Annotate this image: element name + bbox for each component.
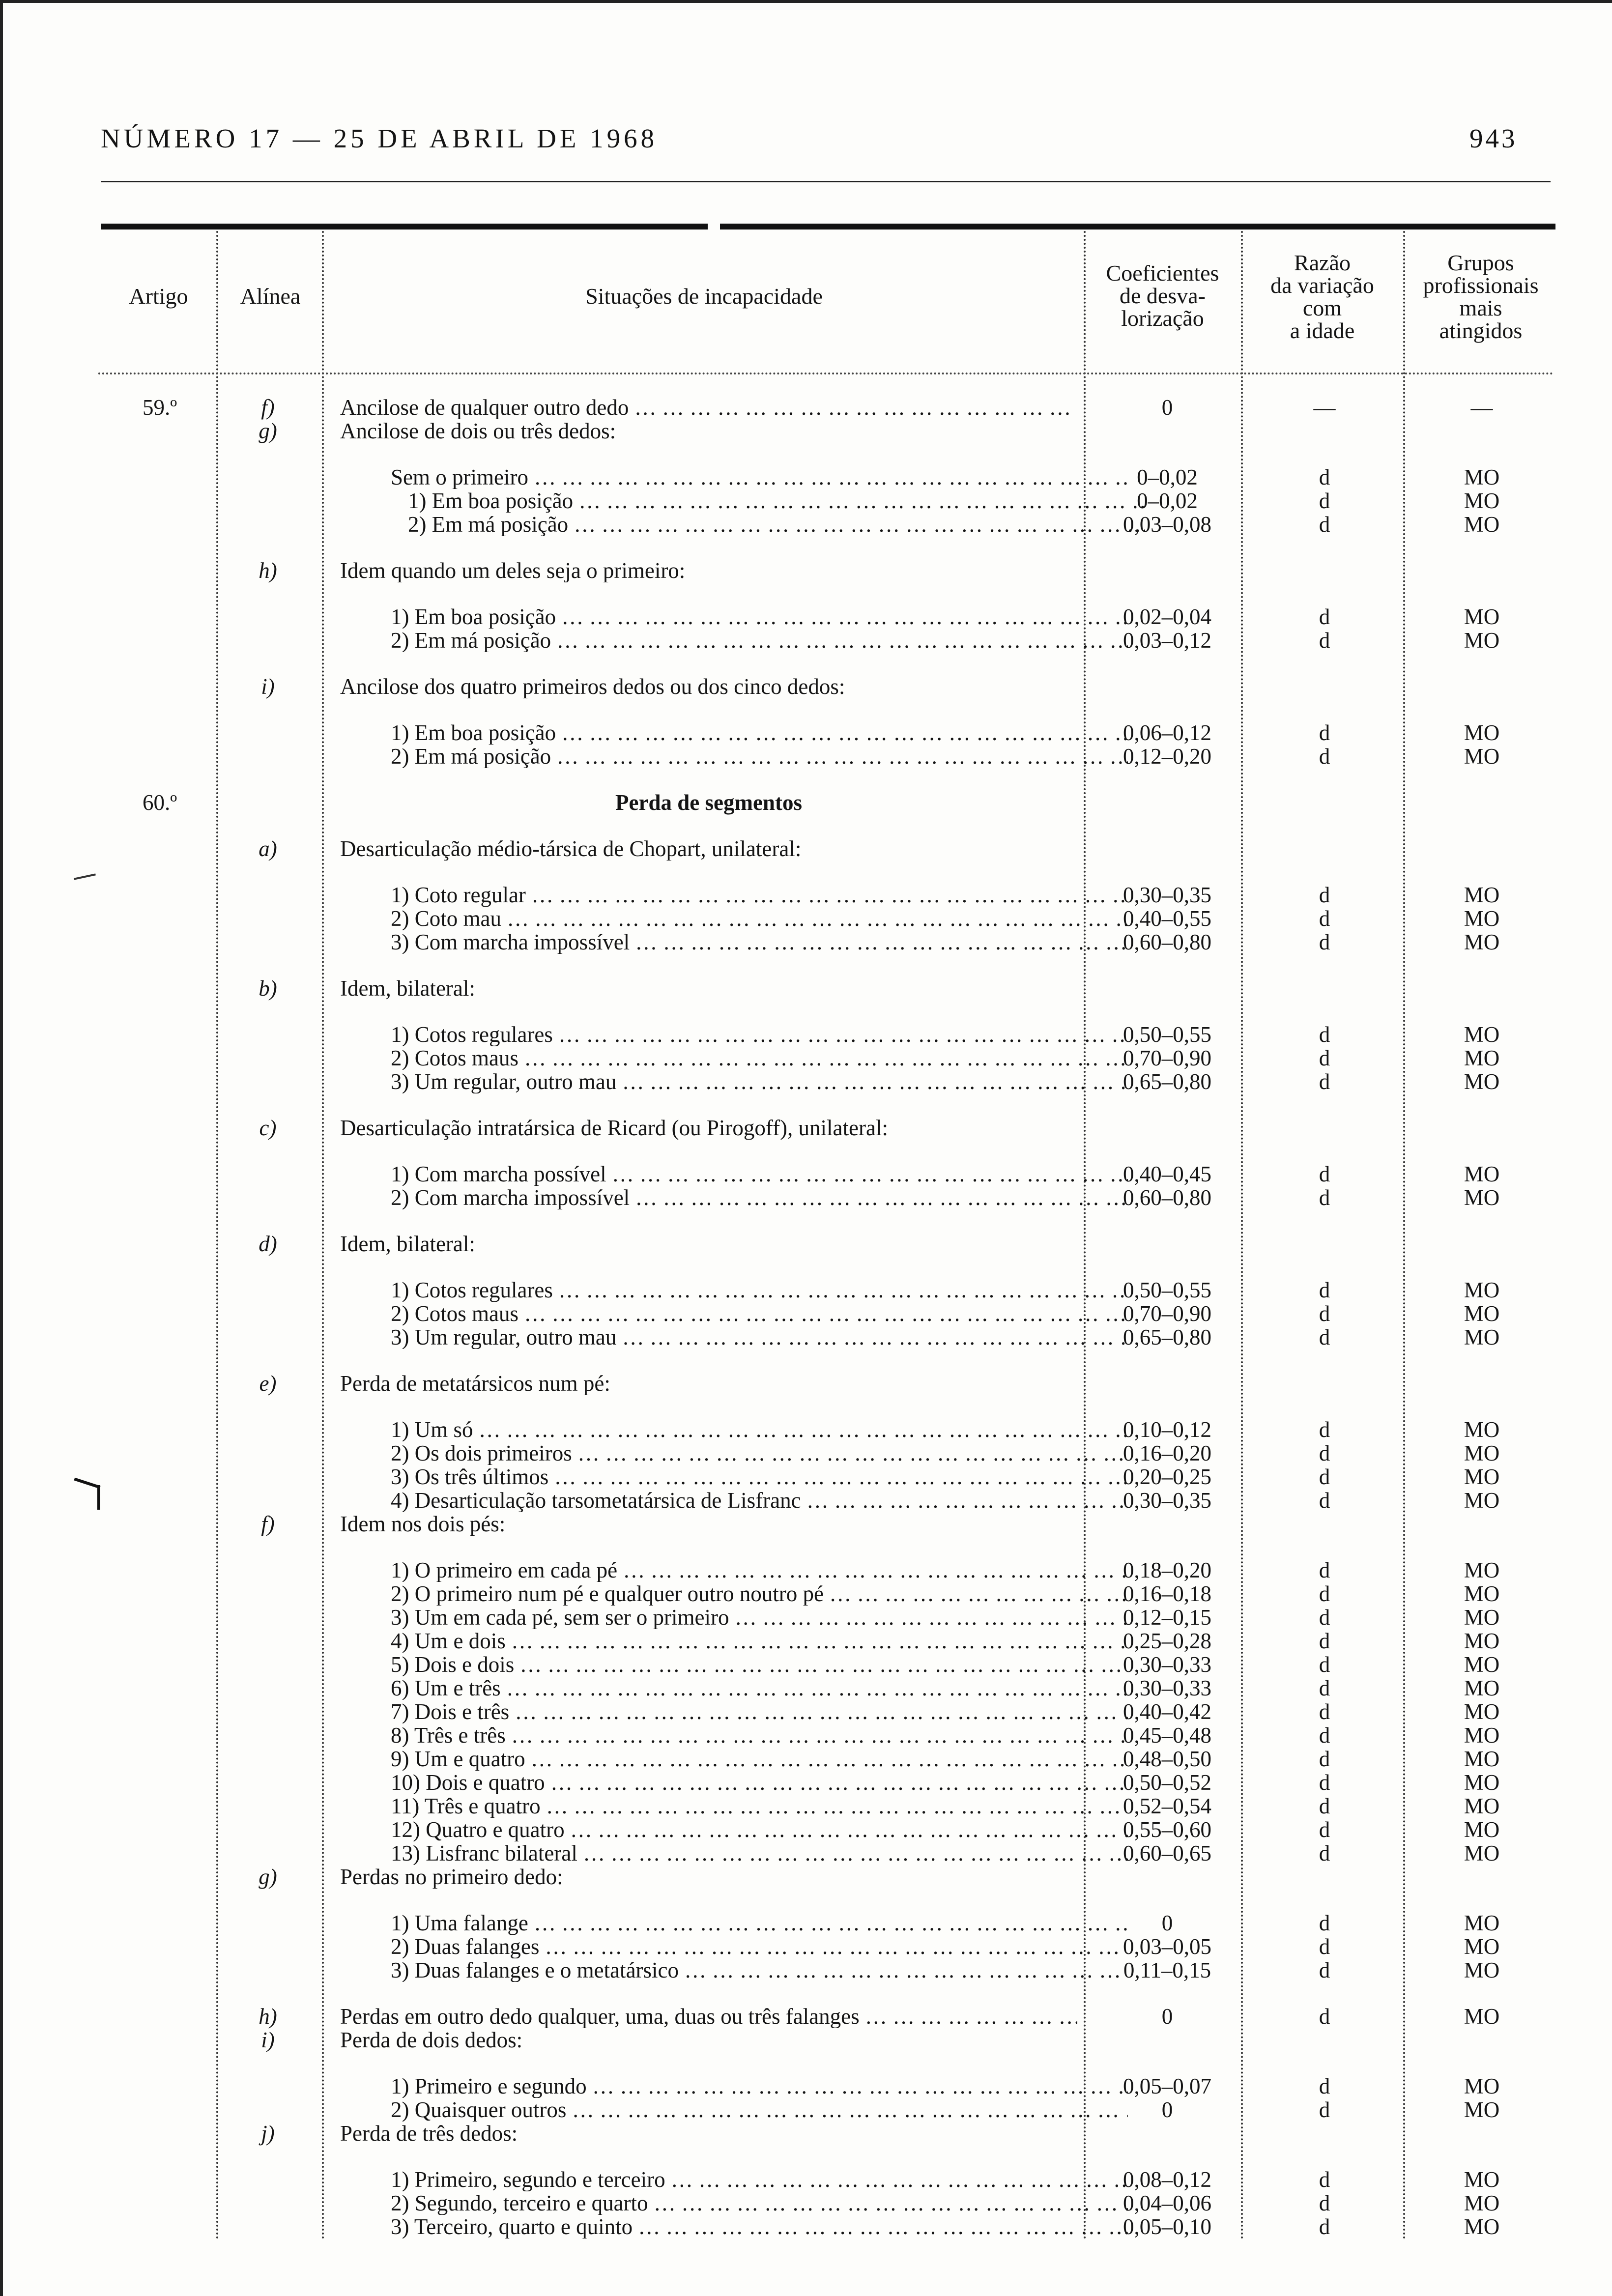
col-header-line: Coeficientes	[1106, 260, 1219, 286]
grupo-cell: MO	[1464, 1629, 1500, 1653]
table-row	[0, 745, 1612, 768]
alinea-cell: c)	[259, 1116, 277, 1140]
table-row	[0, 883, 1612, 907]
col-header-razao	[1242, 252, 1402, 342]
table-row	[0, 721, 1612, 745]
grupo-cell: MO	[1464, 1301, 1500, 1326]
situacao-cell: 2) Duas falanges … … … … … … … … … … … … … … … … … … … … … … … … … … … … … … …	[391, 1935, 1128, 1958]
grupo-cell: MO	[1464, 1325, 1500, 1349]
table-row	[0, 629, 1612, 652]
situacao-cell: 2) Coto mau … … … … … … … … … … … … … … … … … … … … … … … … … … … … … … …	[391, 907, 1128, 930]
table-row	[0, 1818, 1612, 1841]
table-row	[0, 2168, 1612, 2191]
situacao-cell: 3) Os três últimos … … … … … … … … … … … … … … … … … … … … … … … … … … … … … … …	[391, 1465, 1128, 1489]
situacao-cell: 3) Com marcha impossível … … … … … … … … … … … … … … … … … … … … … … … … … … … … … … …	[391, 930, 1128, 954]
table-top-rule-right	[720, 224, 1555, 230]
razao-cell: d	[1319, 2097, 1330, 2122]
grupo-cell: —	[1470, 395, 1493, 420]
coeficiente-cell: 0,08–0,12	[1123, 2167, 1211, 2192]
grupo-cell: MO	[1464, 2097, 1500, 2122]
coeficiente-cell: 0,03–0,05	[1123, 1934, 1211, 1959]
col-header-situacoes	[324, 285, 1084, 308]
coeficiente-cell: 0,30–0,35	[1123, 883, 1211, 907]
table-row	[0, 513, 1612, 536]
alinea-cell: h)	[259, 2004, 277, 2029]
situacao-cell: 9) Um e quatro … … … … … … … … … … … … … … … … … … … … … … … … … … … … … … …	[391, 1747, 1128, 1771]
coeficiente-cell: 0	[1161, 1911, 1173, 1935]
coeficiente-cell: 0,70–0,90	[1123, 1301, 1211, 1326]
table-row	[0, 2005, 1612, 2028]
coeficiente-cell: 0,30–0,35	[1123, 1488, 1211, 1513]
situacao-cell: Desarticulação intratársica de Ricard (ou Pirogoff), unilateral:	[340, 1116, 888, 1140]
header-dotted-rule	[98, 373, 1554, 374]
col-header-line: mais	[1459, 295, 1502, 320]
situacao-cell: 2) Em má posição … … … … … … … … … … … … … … … … … … … … … … … … … … … … … … …	[391, 745, 1128, 768]
coeficiente-cell: 0,60–0,80	[1123, 1185, 1211, 1210]
situacao-cell: 1) Cotos regulares … … … … … … … … … … … … … … … … … … … … … … … … … … … … … … …	[391, 1278, 1128, 1302]
header-rule	[101, 181, 1551, 182]
grupo-cell: MO	[1464, 1185, 1500, 1210]
situacao-cell: 2) Cotos maus … … … … … … … … … … … … … … … … … … … … … … … … … … … … … … …	[391, 1046, 1128, 1070]
col-header-line: Artigo	[129, 284, 188, 309]
razao-cell: d	[1319, 1794, 1330, 1818]
situacao-cell: 3) Terceiro, quarto e quinto … … … … … … … … … … … … … … … … … … … … … … … … … … … … … … …	[391, 2215, 1128, 2239]
table-row	[0, 1653, 1612, 1676]
table-row	[0, 605, 1612, 629]
situacao-cell: 1) Primeiro, segundo e terceiro … … … … … … … … … … … … … … … … … … … … … … … … … … … … … … …	[391, 2168, 1128, 2191]
artigo-cell: 59.º	[143, 395, 177, 420]
razao-cell: d	[1319, 744, 1330, 769]
table-row	[0, 1935, 1612, 1958]
razao-cell: d	[1319, 604, 1330, 629]
situacao-cell: 1) O primeiro em cada pé … … … … … … … … … … … … … … … … … … … … … … … … … … … … … … …	[391, 1558, 1128, 1582]
situacao-cell: Perda de dois dedos:	[340, 2028, 523, 2052]
coeficiente-cell: 0,50–0,55	[1123, 1022, 1211, 1047]
situacao-cell: 1) Primeiro e segundo … … … … … … … … … … … … … … … … … … … … … … … … … … … … … … …	[391, 2074, 1128, 2098]
coeficiente-cell: 0,70–0,90	[1123, 1046, 1211, 1070]
razao-cell: d	[1319, 1441, 1330, 1465]
situacao-cell: Idem quando um deles seja o primeiro:	[340, 559, 686, 582]
table-row	[0, 1278, 1612, 1302]
table-row	[0, 791, 1612, 814]
table-row	[0, 489, 1612, 513]
grupo-cell: MO	[1464, 1417, 1500, 1442]
situacao-cell: Ancilose de qualquer outro dedo … … … … … … … … … … … … … … … … … … … … … … … … … … … … … … …	[340, 396, 1077, 419]
grupo-cell: MO	[1464, 1022, 1500, 1047]
page-number: 943	[1469, 123, 1518, 153]
alinea-cell: i)	[261, 674, 275, 699]
table-row	[0, 1372, 1612, 1395]
table-row	[0, 976, 1612, 1000]
situacao-cell: 1) Um só … … … … … … … … … … … … … … … … … … … … … … … … … … … … … … …	[391, 1418, 1128, 1441]
grupo-cell: MO	[1464, 1278, 1500, 1302]
alinea-cell: d)	[259, 1232, 277, 1256]
razao-cell: d	[1319, 512, 1330, 537]
table-row	[0, 419, 1612, 443]
razao-cell: d	[1319, 1417, 1330, 1442]
grupo-cell: MO	[1464, 883, 1500, 907]
razao-cell: d	[1319, 906, 1330, 931]
grupo-cell: MO	[1464, 2167, 1500, 2192]
artigo-cell: 60.º	[143, 790, 177, 815]
table-row	[0, 1841, 1612, 1865]
situacao-cell: 1) Com marcha possível … … … … … … … … … … … … … … … … … … … … … … … … … … … … … … …	[391, 1162, 1128, 1186]
coeficiente-cell: 0,50–0,52	[1123, 1770, 1211, 1795]
table-row	[0, 1418, 1612, 1441]
grupo-cell: MO	[1464, 1046, 1500, 1070]
col-header-line: com	[1302, 295, 1342, 320]
situacao-cell: 12) Quatro e quatro … … … … … … … … … … … … … … … … … … … … … … … … … … … … … … …	[391, 1818, 1128, 1841]
table-row	[0, 2098, 1612, 2122]
table-row	[0, 2028, 1612, 2052]
razao-cell: d	[1319, 1022, 1330, 1047]
situacao-cell: Perdas em outro dedo qualquer, uma, duas ou três falanges … … … … … … … … … … … … … … … … … … … … … … … … … … … … … … …	[340, 2005, 1077, 2028]
table-row	[0, 1958, 1612, 1982]
situacao-cell: 7) Dois e três … … … … … … … … … … … … … … … … … … … … … … … … … … … … … … …	[391, 1700, 1128, 1723]
grupo-cell: MO	[1464, 1911, 1500, 1935]
coeficiente-cell: 0–0,02	[1137, 488, 1198, 513]
table-row	[0, 1302, 1612, 1325]
situacao-cell: 1) Uma falange … … … … … … … … … … … … … … … … … … … … … … … … … … … … … … …	[391, 1911, 1128, 1935]
razao-cell: d	[1319, 1934, 1330, 1959]
table-row	[0, 1747, 1612, 1771]
situacao-cell: 2) Quaisquer outros … … … … … … … … … … … … … … … … … … … … … … … … … … … … … … …	[391, 2098, 1128, 2122]
table-row	[0, 1629, 1612, 1653]
razao-cell: d	[1319, 1958, 1330, 1982]
table-row	[0, 1558, 1612, 1582]
alinea-cell: a)	[259, 836, 277, 861]
alinea-cell: f)	[261, 1512, 275, 1536]
situacao-cell: 4) Um e dois … … … … … … … … … … … … … … … … … … … … … … … … … … … … … … …	[391, 1629, 1128, 1653]
situacao-cell: 2) O primeiro num pé e qualquer outro noutro pé … … … … … … … … … … … … … … … … … … … … … … … … … … … … … … …	[391, 1582, 1128, 1606]
razao-cell: d	[1319, 1770, 1330, 1795]
coeficiente-cell: 0,06–0,12	[1123, 720, 1211, 745]
table-row	[0, 465, 1612, 489]
table-row	[0, 1023, 1612, 1046]
table-row	[0, 837, 1612, 861]
razao-cell: d	[1319, 1699, 1330, 1724]
razao-cell: d	[1319, 1911, 1330, 1935]
situacao-cell: 2) Segundo, terceiro e quarto … … … … … … … … … … … … … … … … … … … … … … … … … … … … … … …	[391, 2191, 1128, 2215]
coeficiente-cell: 0,65–0,80	[1123, 1069, 1211, 1094]
alinea-cell: g)	[259, 1865, 277, 1889]
col-header-line: Situações de incapacidade	[585, 284, 823, 309]
coeficiente-cell: 0,18–0,20	[1123, 1558, 1211, 1582]
col-header-line: da variação	[1270, 273, 1374, 298]
grupo-cell: MO	[1464, 628, 1500, 653]
table-row	[0, 1186, 1612, 1209]
grupo-cell: MO	[1464, 1558, 1500, 1582]
coeficiente-cell: 0,11–0,15	[1123, 1958, 1211, 1982]
table-row	[0, 1911, 1612, 1935]
table-row	[0, 2122, 1612, 2145]
grupo-cell: MO	[1464, 604, 1500, 629]
coeficiente-cell: 0,03–0,08	[1123, 512, 1211, 537]
table-row	[0, 1512, 1612, 1536]
grupo-cell: MO	[1464, 1581, 1500, 1606]
situacao-cell: 1) Em boa posição … … … … … … … … … … … … … … … … … … … … … … … … … … … … … … …	[391, 721, 1128, 745]
grupo-cell: MO	[1464, 1794, 1500, 1818]
col-header-line: profissionais	[1423, 273, 1539, 298]
running-header-title: NÚMERO 17 — 25 DE ABRIL DE 1968	[101, 123, 658, 153]
table-row	[0, 559, 1612, 582]
table-row	[0, 396, 1612, 419]
situacao-cell: 1) Coto regular … … … … … … … … … … … … … … … … … … … … … … … … … … … … … … …	[391, 883, 1128, 907]
coeficiente-cell: 0,60–0,80	[1123, 930, 1211, 954]
table-row	[0, 2215, 1612, 2239]
table-row	[0, 1465, 1612, 1489]
razao-cell: —	[1313, 395, 1336, 420]
grupo-cell: MO	[1464, 2214, 1500, 2239]
situacao-cell: 3) Duas falanges e o metatársico … … … … … … … … … … … … … … … … … … … … … … … … … … … … … … …	[391, 1958, 1128, 1982]
grupo-cell: MO	[1464, 1699, 1500, 1724]
situacao-cell: 3) Um em cada pé, sem ser o primeiro … … … … … … … … … … … … … … … … … … … … … … … … … … … … … … …	[391, 1606, 1128, 1629]
grupo-cell: MO	[1464, 1676, 1500, 1700]
table-row	[0, 1116, 1612, 1140]
coeficiente-cell: 0,12–0,20	[1123, 744, 1211, 769]
table-row	[0, 1070, 1612, 1093]
coeficiente-cell: 0,40–0,55	[1123, 906, 1211, 931]
table-row	[0, 1046, 1612, 1070]
razao-cell: d	[1319, 1558, 1330, 1582]
razao-cell: d	[1319, 1723, 1330, 1748]
alinea-cell: h)	[259, 558, 277, 583]
grupo-cell: MO	[1464, 1841, 1500, 1866]
table-row	[0, 675, 1612, 698]
alinea-cell: f)	[261, 395, 275, 420]
situacao-cell: 1) Em boa posição … … … … … … … … … … … … … … … … … … … … … … … … … … … … … … …	[408, 489, 1145, 513]
situacao-cell: 3) Um regular, outro mau … … … … … … … … … … … … … … … … … … … … … … … … … … … … … … …	[391, 1325, 1128, 1349]
coeficiente-cell: 0	[1161, 2097, 1173, 2122]
table-row	[0, 2074, 1612, 2098]
coeficiente-cell: 0,45–0,48	[1123, 1723, 1211, 1748]
razao-cell: d	[1319, 1581, 1330, 1606]
razao-cell: d	[1319, 1185, 1330, 1210]
grupo-cell: MO	[1464, 1605, 1500, 1630]
razao-cell: d	[1319, 1747, 1330, 1771]
grupo-cell: MO	[1464, 1069, 1500, 1094]
alinea-cell: e)	[259, 1371, 277, 1396]
coeficiente-cell: 0,52–0,54	[1123, 1794, 1211, 1818]
table-top-rule-left	[101, 224, 708, 230]
table-row	[0, 1865, 1612, 1889]
razao-cell: d	[1319, 1301, 1330, 1326]
alinea-cell: g)	[259, 419, 277, 443]
grupo-cell: MO	[1464, 744, 1500, 769]
situacao-cell: Idem, bilateral:	[340, 976, 475, 1000]
razao-cell: d	[1319, 930, 1330, 954]
razao-cell: d	[1319, 1605, 1330, 1630]
razao-cell: d	[1319, 1652, 1330, 1677]
col-header-line: lorização	[1121, 306, 1204, 331]
table-row	[0, 930, 1612, 954]
razao-cell: d	[1319, 1488, 1330, 1513]
situacao-cell: Idem, bilateral:	[340, 1232, 475, 1256]
situacao-cell: 11) Três e quatro … … … … … … … … … … … … … … … … … … … … … … … … … … … … … … …	[391, 1794, 1128, 1818]
razao-cell: d	[1319, 628, 1330, 653]
situacao-cell: Perdas no primeiro dedo:	[340, 1865, 563, 1889]
razao-cell: d	[1319, 2191, 1330, 2215]
table-row	[0, 1232, 1612, 1256]
situacao-cell: Perda de três dedos:	[340, 2122, 518, 2145]
grupo-cell: MO	[1464, 1488, 1500, 1513]
grupo-cell: MO	[1464, 1162, 1500, 1186]
grupo-cell: MO	[1464, 2191, 1500, 2215]
table-row	[0, 1771, 1612, 1794]
coeficiente-cell: 0,05–0,10	[1123, 2214, 1211, 2239]
margin-mark	[74, 873, 96, 880]
grupo-cell: MO	[1464, 1464, 1500, 1489]
grupo-cell: MO	[1464, 488, 1500, 513]
table-row	[0, 1676, 1612, 1700]
grupo-cell: MO	[1464, 1723, 1500, 1748]
situacao-cell: Idem nos dois pés:	[340, 1512, 506, 1536]
col-header-line: Alínea	[240, 284, 301, 309]
grupo-cell: MO	[1464, 1652, 1500, 1677]
alinea-cell: i)	[261, 2028, 275, 2052]
coeficiente-cell: 0–0,02	[1137, 465, 1198, 489]
situacao-cell: 1) Cotos regulares … … … … … … … … … … … … … … … … … … … … … … … … … … … … … … …	[391, 1023, 1128, 1046]
col-header-line: a idade	[1290, 318, 1355, 343]
situacao-cell: 3) Um regular, outro mau … … … … … … … … … … … … … … … … … … … … … … … … … … … … … … …	[391, 1070, 1128, 1093]
situacao-cell: 2) Com marcha impossível … … … … … … … … … … … … … … … … … … … … … … … … … … … … … … …	[391, 1186, 1128, 1209]
coeficiente-cell: 0,50–0,55	[1123, 1278, 1211, 1302]
razao-cell: d	[1319, 2074, 1330, 2098]
coeficiente-cell: 0,05–0,07	[1123, 2074, 1211, 2098]
situacao-cell: Perda de metatársicos num pé:	[340, 1372, 610, 1395]
coeficiente-cell: 0,03–0,12	[1123, 628, 1211, 653]
grupo-cell: MO	[1464, 512, 1500, 537]
razao-cell: d	[1319, 720, 1330, 745]
table-row	[0, 1794, 1612, 1818]
coeficiente-cell: 0,65–0,80	[1123, 1325, 1211, 1349]
razao-cell: d	[1319, 2004, 1330, 2029]
situacao-cell: 2) Em má posição … … … … … … … … … … … … … … … … … … … … … … … … … … … … … … …	[391, 629, 1128, 652]
coeficiente-cell: 0,16–0,20	[1123, 1441, 1211, 1465]
coeficiente-cell: 0,12–0,15	[1123, 1605, 1211, 1630]
grupo-cell: MO	[1464, 2074, 1500, 2098]
col-header-line: Razão	[1294, 250, 1351, 275]
table-row	[0, 1606, 1612, 1629]
table-row	[0, 2191, 1612, 2215]
coeficiente-cell: 0,40–0,45	[1123, 1162, 1211, 1186]
coeficiente-cell: 0,10–0,12	[1123, 1417, 1211, 1442]
col-header-alinea	[219, 285, 322, 308]
situacao-cell: Ancilose de dois ou três dedos:	[340, 419, 616, 443]
table-row	[0, 1582, 1612, 1606]
grupo-cell: MO	[1464, 1958, 1500, 1982]
situacao-cell: 13) Lisfranc bilateral … … … … … … … … … … … … … … … … … … … … … … … … … … … … … … …	[391, 1841, 1128, 1865]
razao-cell: d	[1319, 2167, 1330, 2192]
coeficiente-cell: 0,02–0,04	[1123, 604, 1211, 629]
coeficiente-cell: 0,30–0,33	[1123, 1652, 1211, 1677]
grupo-cell: MO	[1464, 1817, 1500, 1842]
coeficiente-cell: 0,04–0,06	[1123, 2191, 1211, 2215]
coeficiente-cell: 0,20–0,25	[1123, 1464, 1211, 1489]
col-header-line: de desva-	[1120, 283, 1206, 308]
situacao-cell: 6) Um e três … … … … … … … … … … … … … … … … … … … … … … … … … … … … … … …	[391, 1676, 1128, 1700]
razao-cell: d	[1319, 1817, 1330, 1842]
situacao-cell: 10) Dois e quatro … … … … … … … … … … … … … … … … … … … … … … … … … … … … … … …	[391, 1771, 1128, 1794]
coeficiente-cell: 0,30–0,33	[1123, 1676, 1211, 1700]
situacao-cell: 2) Os dois primeiros … … … … … … … … … … … … … … … … … … … … … … … … … … … … … … …	[391, 1441, 1128, 1465]
coeficiente-cell: 0	[1161, 395, 1173, 420]
grupo-cell: MO	[1464, 1770, 1500, 1795]
table-row	[0, 907, 1612, 930]
grupo-cell: MO	[1464, 720, 1500, 745]
coeficiente-cell: 0,25–0,28	[1123, 1629, 1211, 1653]
alinea-cell: b)	[259, 976, 277, 1001]
coeficiente-cell: 0,55–0,60	[1123, 1817, 1211, 1842]
col-header-coeficientes	[1085, 262, 1240, 330]
alinea-cell: j)	[261, 2121, 275, 2146]
grupo-cell: MO	[1464, 465, 1500, 489]
razao-cell: d	[1319, 1278, 1330, 1302]
razao-cell: d	[1319, 1676, 1330, 1700]
coeficiente-cell: 0,16–0,18	[1123, 1581, 1211, 1606]
col-header-artigo	[101, 285, 216, 308]
situacao-cell: 4) Desarticulação tarsometatársica de Lisfranc … … … … … … … … … … … … … … … … … … … … … … … … … … … … … … …	[391, 1489, 1128, 1512]
grupo-cell: MO	[1464, 1441, 1500, 1465]
coeficiente-cell: 0,60–0,65	[1123, 1841, 1211, 1866]
situacao-cell: 5) Dois e dois … … … … … … … … … … … … … … … … … … … … … … … … … … … … … … …	[391, 1653, 1128, 1676]
razao-cell: d	[1319, 883, 1330, 907]
table-row	[0, 1325, 1612, 1349]
grupo-cell: MO	[1464, 906, 1500, 931]
grupo-cell: MO	[1464, 1934, 1500, 1959]
situacao-cell: 2) Cotos maus … … … … … … … … … … … … … … … … … … … … … … … … … … … … … … …	[391, 1302, 1128, 1325]
situacao-cell: Ancilose dos quatro primeiros dedos ou dos cinco dedos:	[340, 675, 845, 698]
situacao-cell: 2) Em má posição … … … … … … … … … … … … … … … … … … … … … … … … … … … … … … …	[408, 513, 1145, 536]
razao-cell: d	[1319, 1325, 1330, 1349]
razao-cell: d	[1319, 1629, 1330, 1653]
razao-cell: d	[1319, 1162, 1330, 1186]
table-row	[0, 1489, 1612, 1512]
table-row	[0, 1162, 1612, 1186]
table-row	[0, 1700, 1612, 1723]
situacao-cell: Desarticulação médio-társica de Chopart, unilateral:	[340, 837, 802, 861]
table-row	[0, 1723, 1612, 1747]
razao-cell: d	[1319, 1046, 1330, 1070]
coeficiente-cell: 0	[1161, 2004, 1173, 2029]
situacao-cell: 1) Em boa posição … … … … … … … … … … … … … … … … … … … … … … … … … … … … … … …	[391, 605, 1128, 629]
coeficiente-cell: 0,48–0,50	[1123, 1747, 1211, 1771]
razao-cell: d	[1319, 1841, 1330, 1866]
razao-cell: d	[1319, 2214, 1330, 2239]
situacao-cell: Sem o primeiro … … … … … … … … … … … … … … … … … … … … … … … … … … … … … … …	[391, 465, 1128, 489]
col-header-line: atingidos	[1439, 318, 1523, 343]
col-header-line: Grupos	[1447, 250, 1514, 275]
razao-cell: d	[1319, 488, 1330, 513]
razao-cell: d	[1319, 1069, 1330, 1094]
table-row	[0, 1441, 1612, 1465]
situacao-cell: 8) Três e três … … … … … … … … … … … … … … … … … … … … … … … … … … … … … … …	[391, 1723, 1128, 1747]
razao-cell: d	[1319, 465, 1330, 489]
col-header-grupos	[1405, 252, 1557, 342]
situacao-cell: Perda de segmentos	[615, 790, 802, 815]
grupo-cell: MO	[1464, 1747, 1500, 1771]
razao-cell: d	[1319, 1464, 1330, 1489]
grupo-cell: MO	[1464, 930, 1500, 954]
coeficiente-cell: 0,40–0,42	[1123, 1699, 1211, 1724]
grupo-cell: MO	[1464, 2004, 1500, 2029]
page-top-border	[0, 0, 1612, 3]
